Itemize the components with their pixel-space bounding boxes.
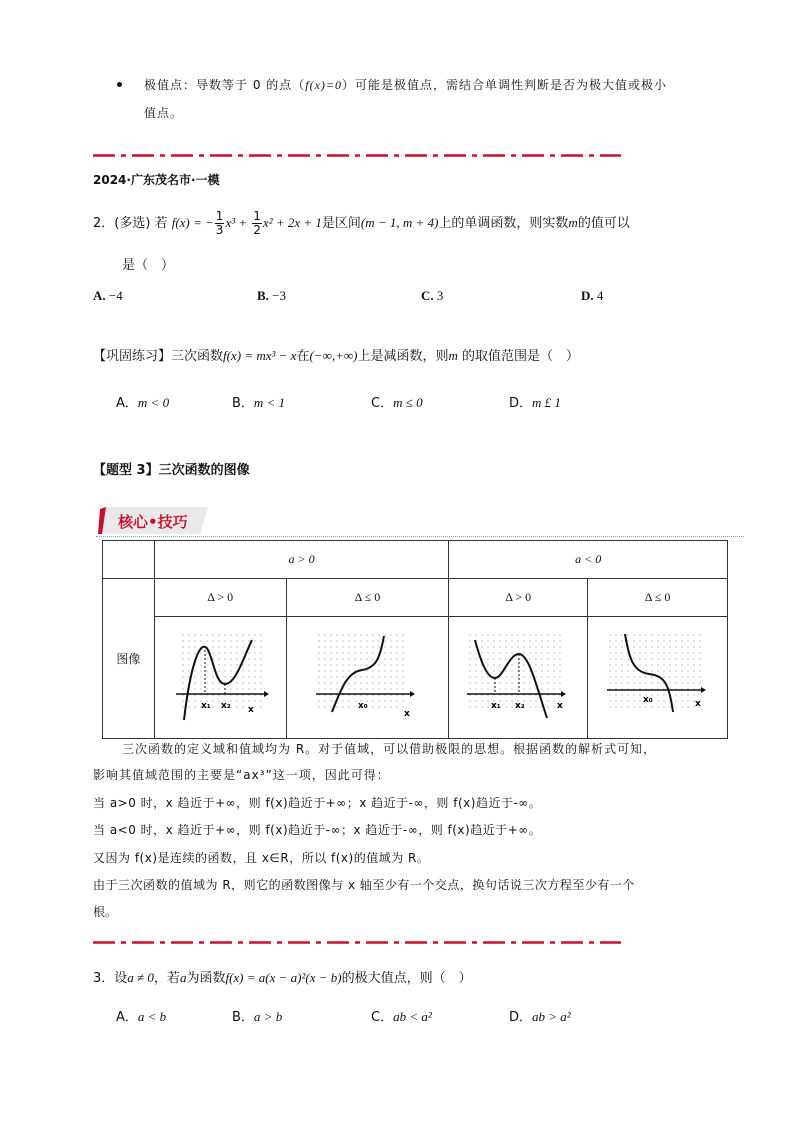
q2-option-a[interactable]: A. −4 bbox=[93, 288, 123, 303]
graph-cell-2 bbox=[286, 617, 449, 739]
explain-p5: 又因为 f(x)是连续的函数，且 x∈R，所以 f(x)的值域为 R。 bbox=[93, 851, 430, 865]
graph-cell-1 bbox=[154, 617, 286, 739]
question-2-stem: 2．(多选) 若 f(x) = − $\frac{1}{3}$ x³ + $\frac{1}{2}$ x² + 2x + 1是区间(m − 1, m + 4)上的单调函数，则实数m的值可以 bbox=[93, 209, 630, 237]
header-a-negative: a < 0 bbox=[449, 541, 728, 579]
label-x-axis: x bbox=[557, 700, 564, 711]
badge-underline bbox=[96, 536, 744, 537]
graph-cell-3 bbox=[449, 617, 588, 739]
label-x2: x₂ bbox=[221, 700, 231, 711]
explain-p1: 三次函数的定义域和值域均为 R。对于值域，可以借助极限的思想。根据函数的解析式可知， bbox=[122, 742, 657, 756]
graph-increasing bbox=[312, 628, 422, 728]
label-x1: x₁ bbox=[491, 700, 501, 711]
question-source: 2024·广东茂名市·一模 bbox=[93, 173, 220, 187]
label-x-axis: x bbox=[404, 708, 411, 719]
row-label-graph: 图像 bbox=[103, 579, 155, 739]
label-x2: x₂ bbox=[515, 700, 525, 711]
label-x1: x₁ bbox=[201, 700, 211, 711]
explain-p6: 由于三次函数的值域为 R，则它的函数图像与 x 轴至少有一个交点，换句话说三次方程至少有一个 bbox=[93, 878, 635, 892]
q3-option-b[interactable]: B．a > b bbox=[232, 1009, 283, 1025]
explain-p7: 根。 bbox=[93, 905, 118, 919]
graph-decreasing bbox=[603, 628, 713, 728]
cubic-graph-table bbox=[102, 540, 728, 739]
graph-cell-4 bbox=[588, 617, 728, 739]
red-divider bbox=[93, 154, 621, 157]
practice-option-c[interactable]: C．m ≤ 0 bbox=[371, 395, 423, 411]
sub-delta-2: Δ ≤ 0 bbox=[286, 579, 449, 617]
section-3-title: 【题型 3】三次函数的图像 bbox=[93, 463, 250, 478]
core-tips-label: 核心•技巧 bbox=[118, 513, 188, 531]
fraction-one-third: $\frac{1}{3}$ bbox=[215, 209, 224, 237]
practice-option-d[interactable]: D．m £ 1 bbox=[509, 395, 561, 411]
graph-local-max-min bbox=[170, 628, 270, 728]
q3-option-d[interactable]: D．ab > a² bbox=[509, 1009, 571, 1025]
q2-option-d[interactable]: D. 4 bbox=[581, 288, 604, 303]
practice-option-b[interactable]: B．m < 1 bbox=[232, 395, 286, 411]
sub-delta-4: Δ ≤ 0 bbox=[588, 579, 728, 617]
bullet-text-line2: 值点。 bbox=[144, 106, 184, 120]
sub-delta-3: Δ > 0 bbox=[449, 579, 588, 617]
graph-local-min-max bbox=[463, 628, 573, 728]
label-x-axis: x bbox=[694, 698, 701, 709]
explain-p2: 影响其值域范围的主要是“ax³”这一项，因此可得： bbox=[93, 768, 390, 782]
q2-option-c[interactable]: C. 3 bbox=[421, 288, 444, 303]
practice-stem: 【巩固练习】三次函数f(x) = mx³ − x在(−∞,+∞)上是减函数，则m 的取值范围是（ ） bbox=[93, 348, 580, 364]
label-x-axis: x bbox=[248, 704, 254, 715]
header-a-positive: a > 0 bbox=[154, 541, 449, 579]
q3-option-a[interactable]: A．a < b bbox=[116, 1009, 167, 1025]
question-2-line2: 是（ ） bbox=[122, 258, 175, 273]
bullet-text: 极值点：导数等于 0 的点（f(x)=0）可能是极值点，需结合单调性判断是否为极大值或极小 bbox=[144, 78, 668, 92]
bullet-dot bbox=[117, 82, 122, 87]
explain-p4: 当 a<0 时，x 趋近于+∞，则 f(x)趋近于-∞；x 趋近于-∞，则 f(x)趋近于+∞。 bbox=[93, 823, 542, 837]
q3-option-c[interactable]: C．ab < a² bbox=[371, 1009, 432, 1025]
label-x0: x₀ bbox=[358, 700, 369, 711]
fraction-one-half: $\frac{1}{2}$ bbox=[253, 209, 261, 237]
q2-option-b[interactable]: B. −3 bbox=[257, 288, 287, 303]
table-corner bbox=[103, 541, 155, 579]
label-x0: x₀ bbox=[642, 694, 653, 705]
practice-option-a[interactable]: A．m < 0 bbox=[116, 395, 170, 411]
explain-p3: 当 a>0 时，x 趋近于+∞，则 f(x)趋近于+∞；x 趋近于-∞，则 f(x)趋近于-∞。 bbox=[93, 796, 542, 810]
sub-delta-1: Δ > 0 bbox=[154, 579, 286, 617]
question-3-stem: 3．设a ≠ 0，若a为函数f(x) = a(x − a)²(x − b)的极大值点，则（ ） bbox=[93, 970, 472, 986]
red-divider bbox=[93, 941, 621, 944]
